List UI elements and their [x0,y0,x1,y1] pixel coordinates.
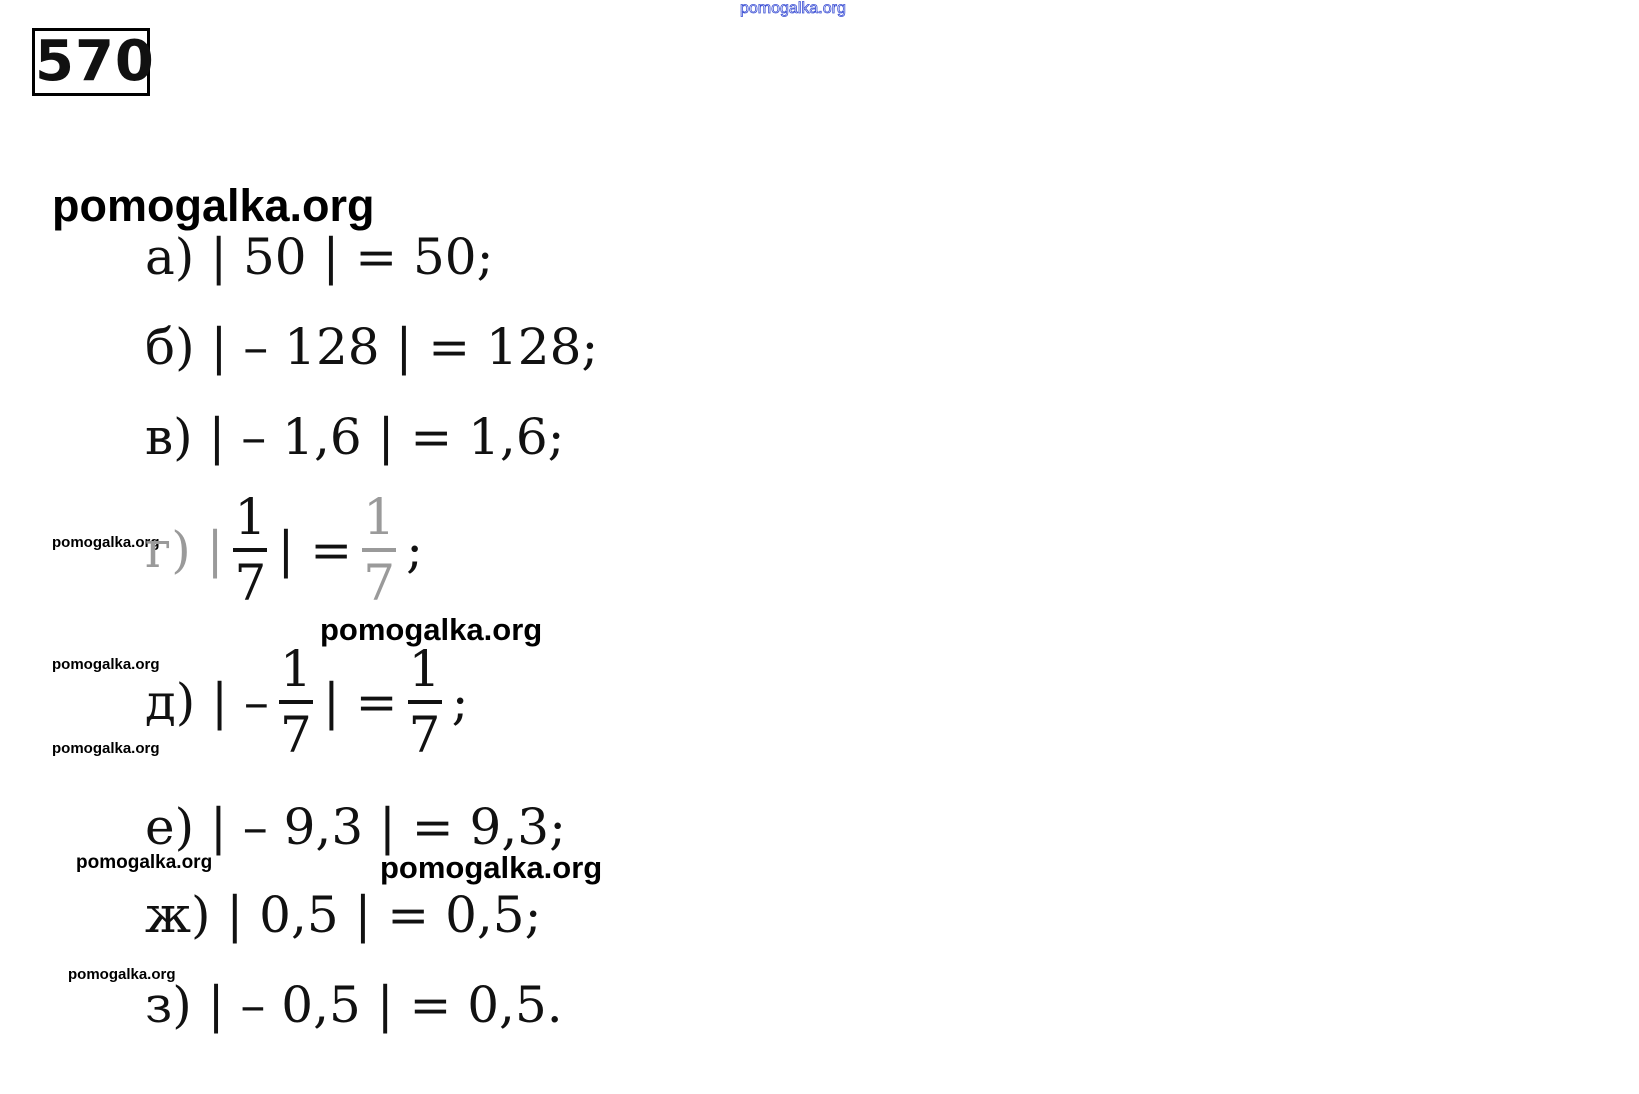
answer-e: е) | – 9,3 | = 9,3; [145,798,566,856]
fraction-denominator: 7 [280,706,312,764]
answer-g [145,488,423,612]
fraction-denominator: 7 [234,554,267,612]
watermark-small: pomogalka.org [68,966,176,983]
fraction-numerator: 1 [363,488,395,546]
answer-z: з) | – 0,5 | = 0,5. [145,976,563,1034]
answer-g-label: г) | [145,521,224,579]
fraction-numerator: 1 [280,640,312,698]
watermark-top: pomogalka.org [740,0,846,17]
fraction [362,488,396,612]
answer-d-end: ; [451,673,469,731]
fraction-numerator: 1 [234,488,267,546]
fraction [408,640,442,764]
answer-b: б) | – 128 | = 128; [145,318,599,376]
watermark-small: pomogalka.org [76,852,213,873]
watermark-small: pomogalka.org [52,534,160,551]
answer-a: а) | 50 | = 50; [145,228,494,286]
watermark-large: pomogalka.org [52,180,375,231]
answer-g-equals: | = [277,521,353,579]
watermark-mid: pomogalka.org [380,850,603,885]
answer-d [145,640,469,764]
fraction-denominator: 7 [363,554,395,612]
fraction [279,640,313,764]
watermark-small: pomogalka.org [52,656,160,673]
answer-v: в) | – 1,6 | = 1,6; [145,408,565,466]
answer-d-label: д) | – [145,673,269,731]
watermark-small: pomogalka.org [52,740,160,757]
problem-number: 570 [32,28,150,96]
watermark-mid: pomogalka.org [320,612,543,647]
fraction [233,488,267,612]
fraction-numerator: 1 [408,640,441,698]
answer-zh: ж) | 0,5 | = 0,5; [145,886,542,944]
answer-d-equals: | = [322,673,398,731]
answer-g-end: ; [406,521,423,579]
fraction-denominator: 7 [408,706,441,764]
